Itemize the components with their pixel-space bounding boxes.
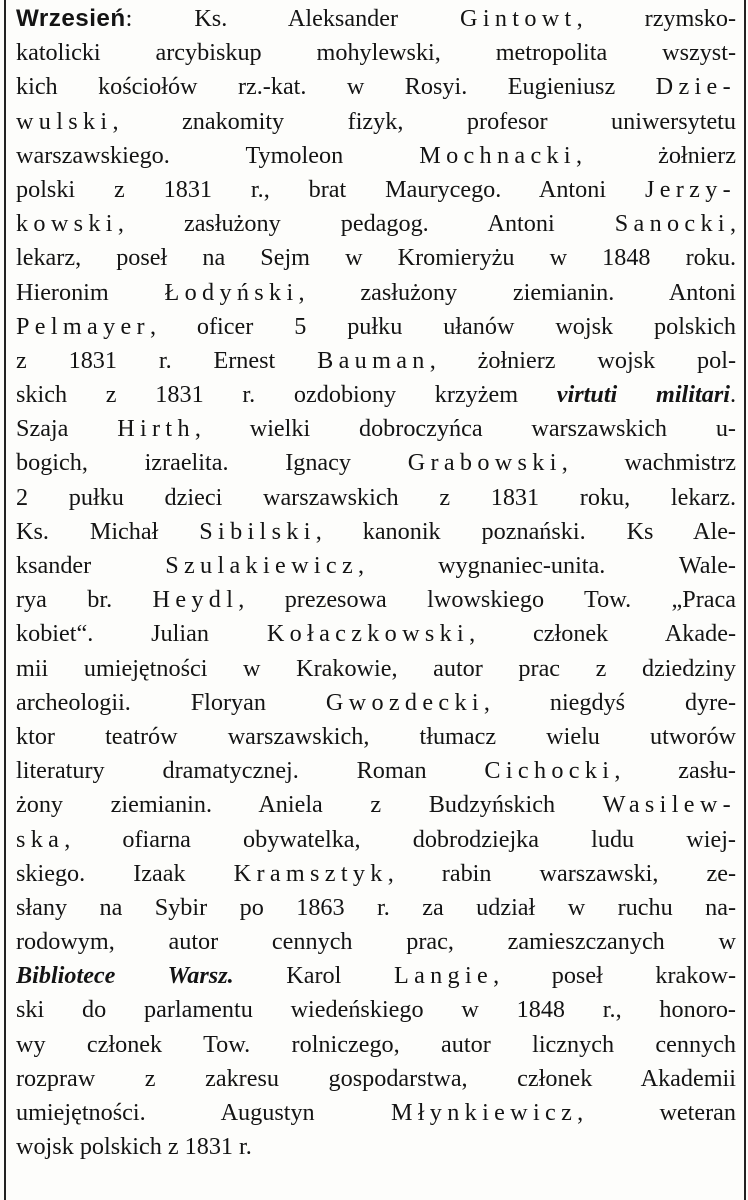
text-run: kobiet“. Julian bbox=[16, 620, 267, 648]
spaced-name: Pelmayer bbox=[16, 312, 150, 340]
text-run: katolicki arcybiskup mohylewski, metropolita wszyst- bbox=[16, 39, 736, 67]
emphasis-text: Bibliotece Warsz. bbox=[16, 962, 234, 990]
spaced-name: Kołaczkowski bbox=[266, 620, 470, 648]
text-run: . bbox=[729, 381, 736, 409]
text-run: , niegdyś dyre- bbox=[483, 688, 736, 716]
text-line bbox=[16, 412, 736, 446]
spaced-name: wulski bbox=[16, 107, 113, 135]
spaced-name: Mochnacki bbox=[419, 141, 576, 169]
text-line bbox=[16, 823, 736, 857]
text-run: wy członek Tow. rolniczego, autor licznych cennych bbox=[16, 1030, 736, 1058]
text-run: z 1831 r. Ernest bbox=[16, 346, 318, 374]
text-run: , oficer 5 pułku ułanów wojsk polskich bbox=[149, 312, 736, 340]
text-run: wojsk polskich z 1831 r. bbox=[16, 1133, 252, 1161]
text-line bbox=[16, 583, 736, 617]
text-line bbox=[16, 70, 736, 104]
text-run: , żołnierz wojsk pol- bbox=[429, 346, 736, 374]
text-line bbox=[16, 857, 736, 891]
text-run: , kanonik poznański. Ks Ale- bbox=[315, 517, 736, 545]
text-line bbox=[16, 720, 736, 754]
text-line bbox=[16, 241, 736, 275]
spaced-name: Kramsztyk bbox=[233, 859, 388, 887]
spaced-name: Jerzy- bbox=[644, 175, 736, 203]
text-run: polski z 1831 r., brat Maurycego. Antoni bbox=[16, 175, 645, 203]
section-heading: Wrzesień bbox=[16, 5, 126, 32]
text-run: , znakomity fizyk, profesor uniwersytetu bbox=[112, 107, 736, 135]
text-run: mii umiejętności w Krakowie, autor prac z dziedziny bbox=[16, 654, 736, 682]
text-line bbox=[16, 788, 736, 822]
text-run: bogich, izraelita. Ignacy bbox=[16, 449, 408, 477]
text-line bbox=[16, 1130, 736, 1164]
spaced-name: Heydl bbox=[152, 586, 239, 614]
text-run: ktor teatrów warszawskich, tłumacz wielu utworów bbox=[16, 722, 736, 750]
text-line bbox=[16, 925, 736, 959]
text-run: warszawskiego. Tymoleon bbox=[16, 141, 420, 169]
text-line bbox=[16, 139, 736, 173]
text-run: , zasłu- bbox=[614, 757, 736, 785]
spaced-name: Sibilski bbox=[199, 517, 316, 545]
spaced-name: Szulakiewicz bbox=[165, 552, 359, 579]
spaced-name: Langie bbox=[393, 962, 494, 990]
text-line bbox=[16, 1096, 736, 1130]
text-run: , żołnierz bbox=[575, 141, 736, 169]
spaced-name: Gwozdecki bbox=[325, 688, 484, 716]
text-line bbox=[16, 891, 736, 925]
text-run: , wielki dobroczyńca warszawskich u- bbox=[194, 415, 736, 443]
text-run: umiejętności. Augustyn bbox=[16, 1099, 391, 1126]
text-run: Szaja bbox=[16, 415, 118, 443]
text-run: rya br. bbox=[16, 586, 153, 614]
emphasis-text: virtuti militari bbox=[556, 381, 730, 409]
text-run: , rzymsko- bbox=[576, 5, 736, 32]
text-run: kich kościołów rz.-kat. w Rosyi. Eugieniusz bbox=[16, 73, 656, 101]
spaced-name: Łodyński bbox=[164, 278, 299, 306]
text-line bbox=[16, 173, 736, 207]
text-run: , bbox=[729, 210, 736, 238]
column-rule-right bbox=[744, 0, 746, 1200]
spaced-name: Młynkiewicz bbox=[390, 1099, 578, 1126]
text-line bbox=[16, 1062, 736, 1096]
text-run: , rabin warszawski, ze- bbox=[387, 859, 736, 887]
text-run: , prezesowa lwowskiego Tow. „Praca bbox=[238, 586, 736, 614]
text-line bbox=[16, 754, 736, 788]
text-line bbox=[16, 2, 736, 36]
text-run: Hieronim bbox=[16, 278, 165, 306]
text-line bbox=[16, 378, 736, 412]
text-run: literatury dramatycznej. Roman bbox=[16, 757, 485, 785]
spaced-name: Grabowski bbox=[407, 449, 562, 477]
text-run: , wygnaniec-unita. Wale- bbox=[358, 552, 736, 579]
text-run: żony ziemianin. Aniela z Budzyńskich bbox=[16, 791, 603, 819]
text-run: rozpraw z zakresu gospodarstwa, członek Akademii bbox=[16, 1064, 736, 1092]
text-run: Ks. Michał bbox=[16, 517, 200, 545]
text-run: , członek Akade- bbox=[469, 620, 736, 648]
text-line bbox=[16, 515, 736, 549]
text-line bbox=[16, 446, 736, 480]
text-run: skich z 1831 r. ozdobiony krzyżem bbox=[16, 381, 557, 409]
text-line bbox=[16, 686, 736, 720]
text-run: ksander bbox=[16, 552, 166, 579]
text-run: , zasłużony ziemianin. Antoni bbox=[298, 278, 736, 306]
text-line bbox=[16, 36, 736, 70]
obituary-paragraph bbox=[16, 2, 736, 1164]
text-line bbox=[16, 481, 736, 515]
text-run: : Ks. Aleksander bbox=[125, 5, 461, 32]
spaced-name: Hirth bbox=[117, 415, 195, 443]
text-line bbox=[16, 310, 736, 344]
text-run: ski do parlamentu wiedeńskiego w 1848 r., honoro- bbox=[16, 996, 736, 1024]
text-run: rodowym, autor cennych prac, zamieszczanych w bbox=[16, 928, 736, 956]
text-run: 2 pułku dzieci warszawskich z 1831 roku, lekarz. bbox=[16, 483, 736, 511]
text-line bbox=[16, 959, 736, 993]
text-line bbox=[16, 344, 736, 378]
spaced-name: kowski bbox=[16, 210, 118, 238]
spaced-name: Dzie- bbox=[655, 73, 736, 101]
text-run: archeologii. Floryan bbox=[16, 688, 326, 716]
column-rule-left bbox=[4, 0, 6, 1200]
spaced-name: ska bbox=[16, 825, 65, 853]
text-line bbox=[16, 1028, 736, 1062]
text-run: , wachmistrz bbox=[561, 449, 736, 477]
text-run: , ofiarna obywatelka, dobrodziejka ludu wiej- bbox=[64, 825, 736, 853]
text-run: skiego. Izaak bbox=[16, 859, 234, 887]
text-run: lekarz, poseł na Sejm w Kromieryżu w 1848 roku. bbox=[16, 244, 736, 272]
text-run: , zasłużony pedagog. Antoni bbox=[117, 210, 615, 238]
text-run: , poseł krakow- bbox=[493, 962, 736, 990]
text-line bbox=[16, 549, 736, 583]
text-line bbox=[16, 105, 736, 139]
spaced-name: Cichocki bbox=[484, 757, 615, 785]
spaced-name: Sanocki bbox=[614, 210, 730, 238]
spaced-name: Bauman bbox=[317, 346, 430, 374]
text-line bbox=[16, 207, 736, 241]
text-line bbox=[16, 993, 736, 1027]
text-line bbox=[16, 617, 736, 651]
text-line bbox=[16, 276, 736, 310]
text-line bbox=[16, 652, 736, 686]
spaced-name: Gintowt bbox=[460, 5, 577, 32]
text-run: słany na Sybir po 1863 r. za udział w ruchu na- bbox=[16, 893, 736, 921]
text-run: , weteran bbox=[577, 1099, 736, 1126]
spaced-name: Wasilew- bbox=[602, 791, 736, 819]
text-run: Karol bbox=[233, 962, 394, 990]
